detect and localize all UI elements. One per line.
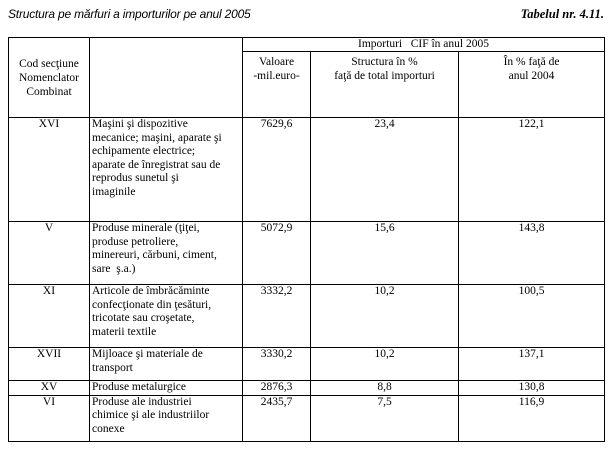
row-desc-line: materii textile — [92, 325, 157, 338]
row-structure: 7,5 — [311, 395, 459, 441]
row-desc-line: echipamente electrice; — [92, 145, 196, 158]
table-number: Tabelul nr. 4.11. — [520, 7, 604, 21]
header-structure-cell — [311, 52, 459, 118]
header-percent-line-1: În % faţă de — [503, 56, 560, 68]
row-structure: 8,8 — [311, 381, 459, 396]
row-code: XV — [9, 381, 90, 396]
row-structure: 23,4 — [311, 118, 459, 222]
row-percent: 130,8 — [459, 381, 605, 396]
row-desc-line: aparate de înregistrat sau de — [92, 158, 221, 171]
row-structure: 15,6 — [311, 222, 459, 285]
header-code-cell — [9, 38, 90, 118]
header-desc-cell — [90, 38, 243, 118]
table-title: Structura pe mărfuri a importurilor pe anul 2005 — [8, 7, 251, 21]
row-value: 3332,2 — [243, 285, 311, 348]
row-desc-line: Maşini şi dispozitive — [92, 118, 188, 130]
row-desc-line: Articole de îmbrăcăminte — [92, 285, 210, 297]
row-desc-line: confecţionate din ţesături, — [92, 298, 212, 311]
row-value: 5072,9 — [243, 222, 311, 285]
row-desc-line: sare ş.a.) — [92, 262, 136, 275]
row-desc-line: Mijloace şi materiale de — [92, 348, 203, 360]
header-structure-line-1: Structura în % — [351, 56, 418, 68]
row-desc-line: tricotate sau croşetate, — [92, 312, 195, 325]
header-value-line-2: -mil.euro- — [253, 70, 300, 82]
row-description — [90, 381, 243, 396]
row-code: XI — [9, 285, 90, 348]
row-desc-line: conexe — [92, 422, 125, 435]
row-structure: 10,2 — [311, 285, 459, 348]
row-desc-line: chimice şi ale industriilor — [92, 409, 210, 422]
row-percent: 143,8 — [459, 222, 605, 285]
row-description — [90, 348, 243, 381]
row-desc-line: Produse ale industriei — [92, 395, 192, 408]
row-desc-line: minereuri, cărbuni, ciment, — [92, 249, 217, 262]
header-group-title: Importuri CIF în anul 2005 — [243, 38, 605, 52]
row-desc-line: imaginile — [92, 185, 136, 198]
table-row — [9, 381, 605, 396]
row-desc-line: transport — [92, 361, 133, 374]
table-row — [9, 222, 605, 285]
row-percent: 116,9 — [459, 395, 605, 441]
header-percent-line-2: anul 2004 — [508, 70, 555, 82]
header-code-line-2: Nomenclator — [18, 72, 80, 84]
row-description — [90, 285, 243, 348]
row-value: 3330,2 — [243, 348, 311, 381]
row-percent: 137,1 — [459, 348, 605, 381]
header-code-line-1: Cod secţiune — [19, 58, 79, 70]
row-desc-line: Produse metalurgice — [92, 381, 186, 393]
row-value: 7629,6 — [243, 118, 311, 222]
header-code-line-3: Combinat — [26, 86, 72, 98]
row-desc-line: Produse minerale (ţiţei, — [92, 222, 200, 234]
header-structure-line-2: faţă de total importuri — [334, 70, 435, 82]
header-value-line-1: Valoare — [258, 56, 295, 68]
row-description — [90, 118, 243, 222]
table-caption — [8, 7, 604, 23]
row-code: XVI — [9, 118, 90, 222]
row-value: 2876,3 — [243, 381, 311, 396]
row-code: VI — [9, 395, 90, 441]
row-percent: 100,5 — [459, 285, 605, 348]
row-description — [90, 395, 243, 441]
row-desc-line: produse petroliere, — [92, 235, 179, 248]
row-value: 2435,7 — [243, 395, 311, 441]
row-desc-line: mecanice; maşini, aparate şi — [92, 131, 222, 144]
table-row — [9, 285, 605, 348]
table-row — [9, 118, 605, 222]
header-value-cell — [243, 52, 311, 118]
header-percent-cell — [459, 52, 605, 118]
row-desc-line: reprodus sunetul şi — [92, 172, 179, 185]
row-structure: 10,2 — [311, 348, 459, 381]
table-row — [9, 395, 605, 441]
imports-table — [8, 37, 605, 442]
row-code: V — [9, 222, 90, 285]
table-row — [9, 348, 605, 381]
row-code: XVII — [9, 348, 90, 381]
row-description — [90, 222, 243, 285]
row-percent: 122,1 — [459, 118, 605, 222]
header-row-top — [9, 38, 605, 52]
